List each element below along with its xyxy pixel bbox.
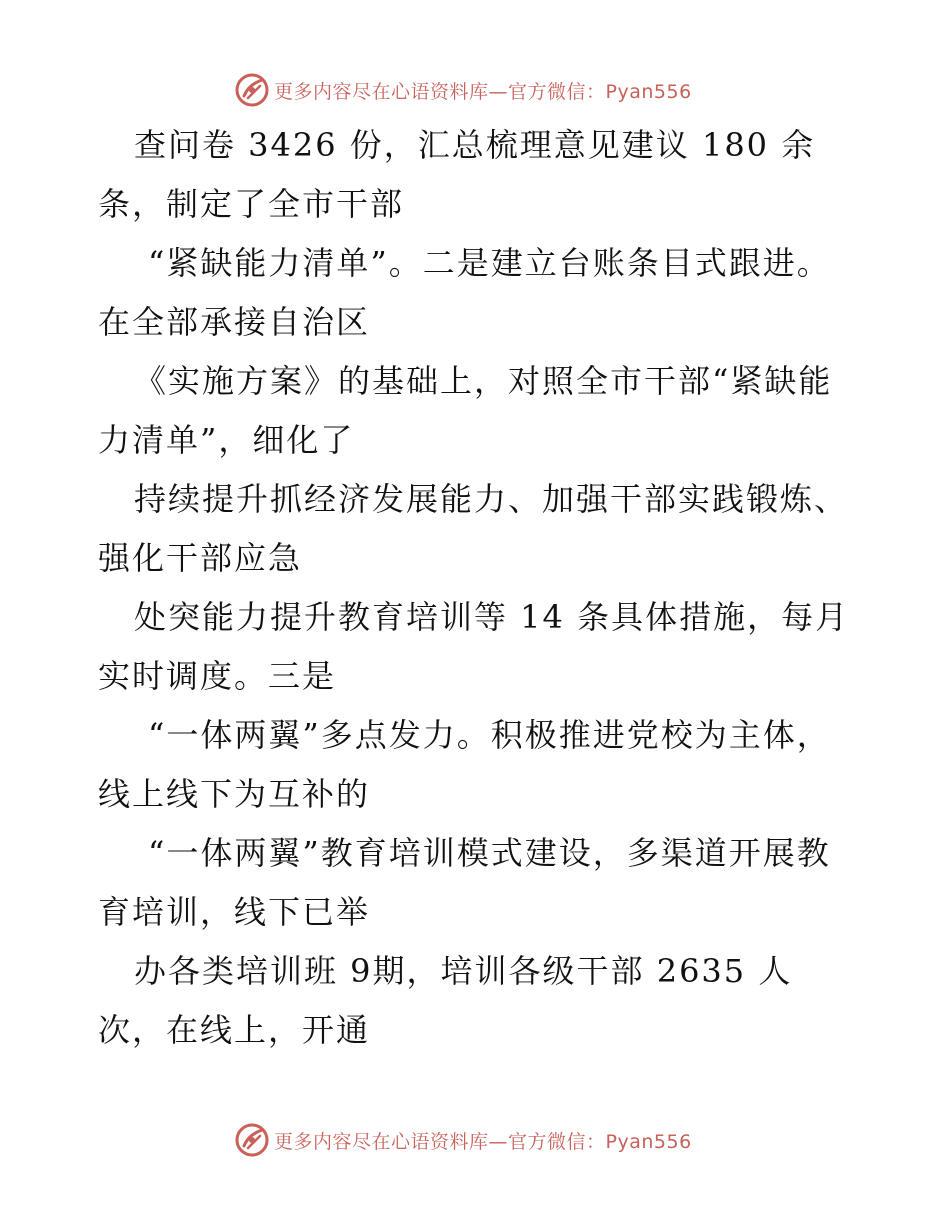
banner-site-text: 更多内容尽在心语资料库 <box>274 80 489 103</box>
banner-wechat-text: 官方微信：Pyan556 <box>508 80 692 103</box>
body-line: 力清单”，细化了 <box>98 421 355 459</box>
body-line: 线上线下为互补的 <box>98 775 371 813</box>
banner-separator: — <box>488 1130 509 1153</box>
body-line: 强化干部应急 <box>98 539 303 577</box>
body-line: “一体两翼”教育培训模式建设，多渠道开展教 <box>148 834 831 872</box>
body-line: 实时调度。三是 <box>98 657 337 695</box>
body-line: 条，制定了全市干部 <box>98 185 405 223</box>
logo-icon <box>234 1122 270 1158</box>
banner-text <box>274 77 692 104</box>
body-line: 在全部承接自治区 <box>98 303 371 341</box>
body-line: 育培训，线下已举 <box>98 893 371 931</box>
banner-site-text: 更多内容尽在心语资料库 <box>274 1130 489 1153</box>
banner-wechat-text: 官方微信：Pyan556 <box>508 1130 692 1153</box>
body-line: 《实施方案》的基础上，对照全市干部“紧缺能 <box>134 362 833 400</box>
body-line: 查问卷 3426 份，汇总梳理意见建议 180 余 <box>134 126 816 164</box>
footer-banner <box>234 1120 692 1160</box>
header-banner <box>234 70 692 110</box>
body-line: 处突能力提升教育培训等 14 条具体措施，每月 <box>134 598 850 636</box>
body-line: “一体两翼”多点发力。积极推进党校为主体， <box>148 716 831 754</box>
body-line: 持续提升抓经济发展能力、加强干部实践锻炼、 <box>134 480 849 518</box>
logo-icon <box>234 72 270 108</box>
banner-text <box>274 1127 692 1154</box>
body-line: 办各类培训班 9期，培训各级干部 2635 人 <box>134 952 793 990</box>
body-line: 次，在线上，开通 <box>98 1011 371 1049</box>
body-line: “紧缺能力清单”。二是建立台账条目式跟进。 <box>148 244 831 282</box>
banner-separator: — <box>488 80 509 103</box>
